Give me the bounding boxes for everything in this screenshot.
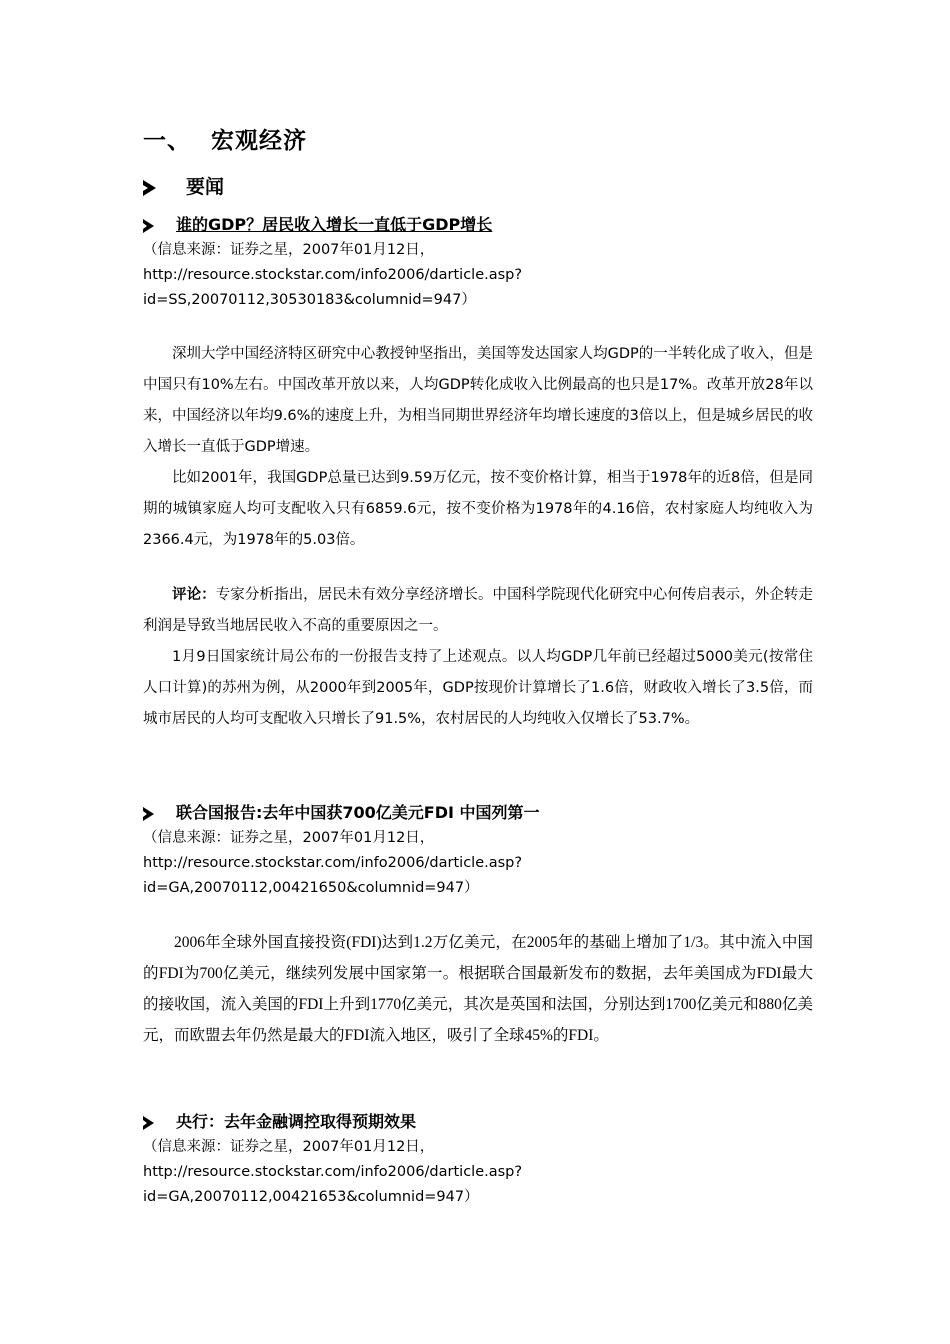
article-2 [143, 800, 813, 1051]
article-source [143, 238, 813, 313]
source-line: （信息来源：证券之星，2007年01月12日， [143, 242, 435, 258]
subsection-title: 要闻 [186, 176, 225, 198]
article-3 [143, 1109, 813, 1210]
paragraph: 深圳大学中国经济特区研究中心教授钟坚指出，美国等发达国家人均GDP的一半转化成了收入，但是中国只有10%左右。中国改革开放以来，人均GDP转化成收入比例最高的也只是17%。改革开放28年以来，中国经济以年均9.6%的速度上升，为相当同期世界经济年均增长速度的3倍以上，但是城乡居民的收入增长一直低于GDP增速。 [143, 346, 813, 455]
arrow-bullet-icon [143, 807, 154, 821]
article-body [143, 339, 813, 735]
arrow-bullet-icon [143, 219, 154, 233]
section-title: 宏观经济 [211, 128, 307, 154]
paragraph: 2006年全球外国直接投资(FDI)达到1.2万亿美元，在2005年的基础上增加了1/3。其中流入中国的FDI为700亿美元，继续列发展中国家第一。根据联合国最新发布的数据，去年美国成为FDI最大的接收国，流入美国的FDI上升到1770亿美元，其次是英国和法国，分别达到1700亿美元和880亿美元，而欧盟去年仍然是最大的FDI流入地区，吸引了全球45%的FDI。 [143, 934, 813, 1044]
source-url-line: http://resource.stockstar.com/info2006/darticle.asp? [143, 267, 523, 283]
section-number: 一、 [143, 128, 191, 154]
article-title [143, 800, 813, 826]
paragraph: 比如2001年，我国GDP总量已达到9.59万亿元，按不变价格计算，相当于1978年的近8倍，但是同期的城镇家庭人均可支配收入只有6859.6元，按不变价格为1978年的4.16倍，农村家庭人均纯收入为2366.4元，为1978年的5.03倍。 [143, 470, 813, 548]
paragraph: 1月9日国家统计局公布的一份报告支持了上述观点。以人均GDP几年前已经超过5000美元(按常住人口计算)的苏州为例，从2000年到2005年，GDP按现价计算增长了1.6倍，财政收入增长了3.5倍，而城市居民的人均可支配收入只增长了91.5%，农村居民的人均纯收入仅增长了53.7%。 [143, 649, 813, 727]
source-url-line: http://resource.stockstar.com/info2006/darticle.asp? [143, 1164, 523, 1180]
article-title-text: 联合国报告:去年中国获700亿美元FDI 中国列第一 [176, 803, 540, 822]
section-heading [143, 122, 307, 155]
article-title [143, 1109, 813, 1135]
arrow-bullet-icon [143, 1116, 154, 1130]
subsection-heading [143, 172, 224, 199]
article-1 [143, 212, 813, 735]
article-title-link[interactable]: 谁的GDP？居民收入增长一直低于GDP增长 [176, 215, 493, 234]
article-source [143, 826, 813, 901]
source-url-line: id=GA,20070112,00421650&columnid=947） [143, 880, 479, 896]
source-url-line: http://resource.stockstar.com/info2006/darticle.asp? [143, 855, 523, 871]
comment-label: 评论： [172, 587, 216, 603]
source-line: （信息来源：证券之星，2007年01月12日， [143, 1139, 435, 1155]
article-body [143, 927, 813, 1051]
article-title [143, 212, 813, 238]
arrow-bullet-icon [143, 180, 156, 196]
article-source [143, 1135, 813, 1210]
comment-text: 专家分析指出，居民未有效分享经济增长。中国科学院现代化研究中心何传启表示，外企转走利润是导致当地居民收入不高的重要原因之一。 [143, 587, 814, 634]
article-title-text: 央行：去年金融调控取得预期效果 [176, 1112, 417, 1131]
comment-paragraph [143, 580, 813, 642]
source-url-line: id=GA,20070112,00421653&columnid=947） [143, 1189, 479, 1205]
source-url-line: id=SS,20070112,30530183&columnid=947） [143, 292, 476, 308]
source-line: （信息来源：证券之星，2007年01月12日， [143, 830, 435, 846]
